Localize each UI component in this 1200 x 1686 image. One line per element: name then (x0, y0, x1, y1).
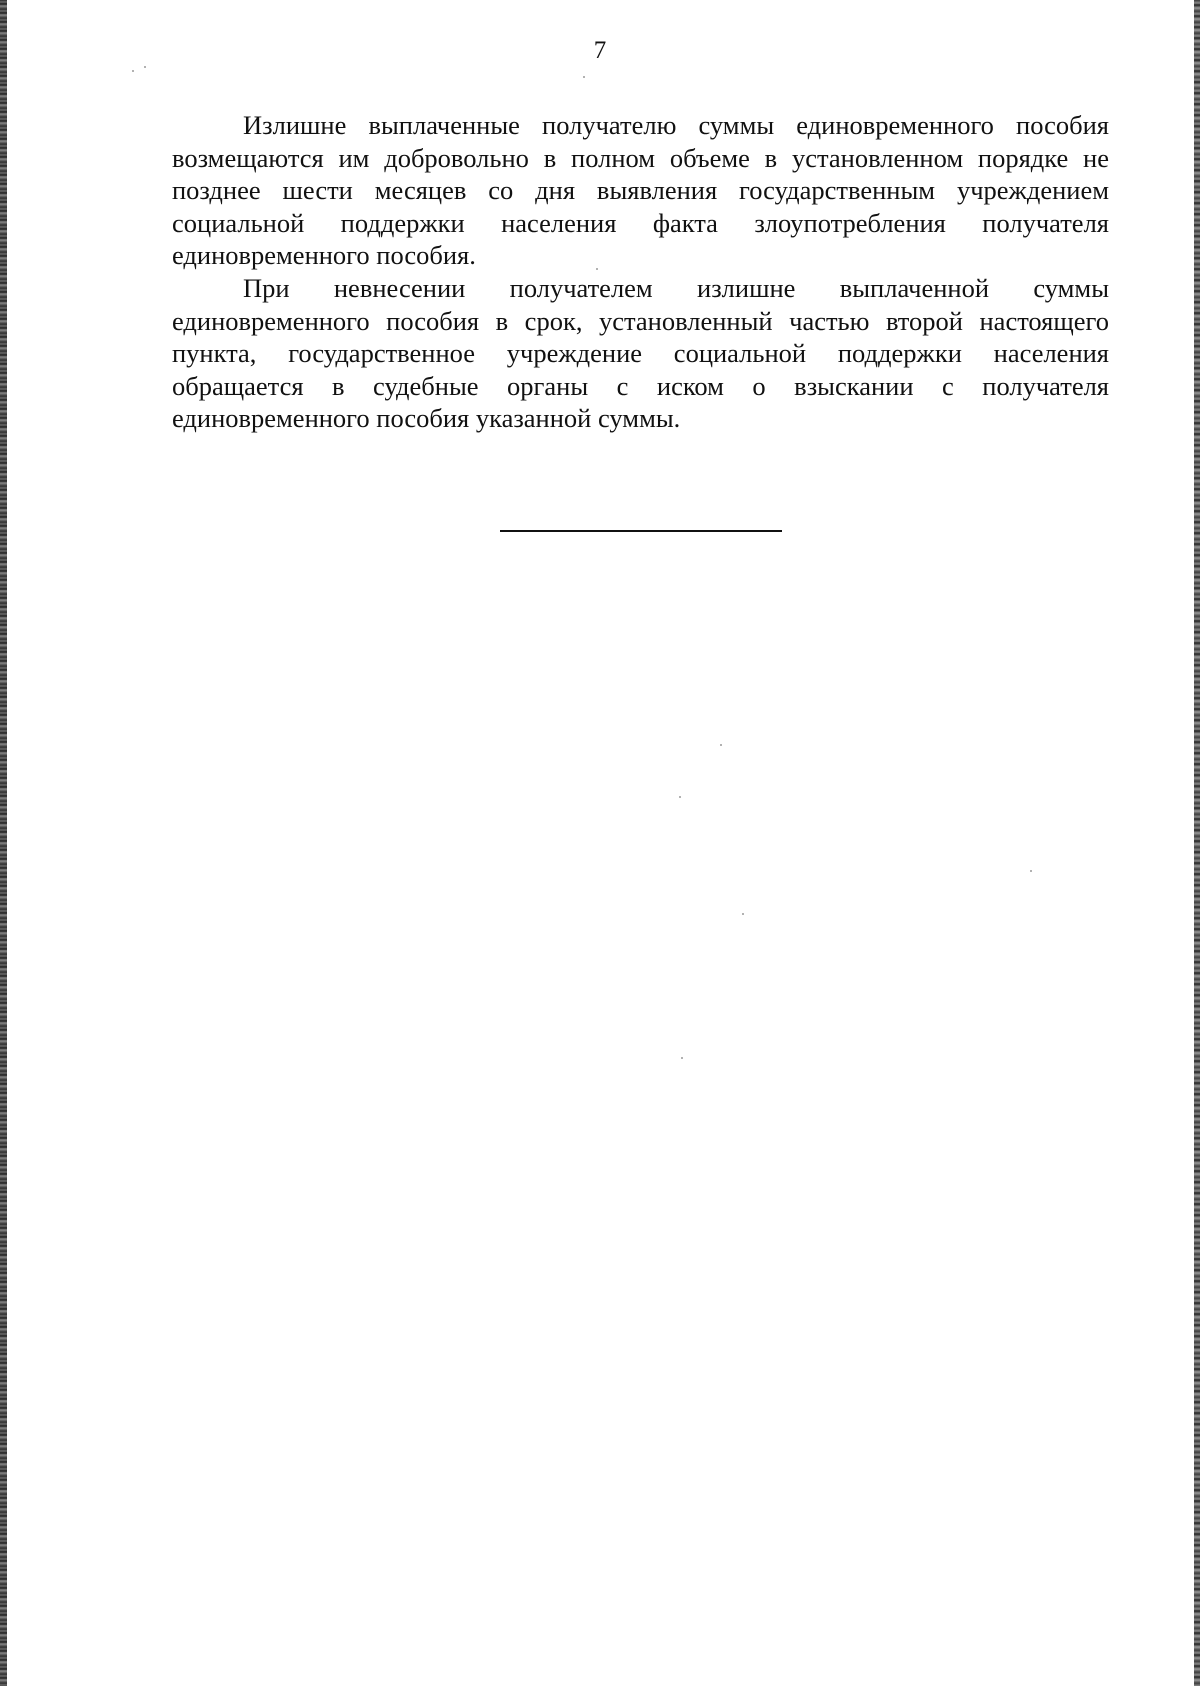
scan-speck (596, 268, 598, 270)
paragraph-refund-obligation: Излишне выплаченные получателю суммы единовременного пособия возмещаются им добровольно в полном объеме в установленном порядке не позднее шести месяцев со дня выявления государственным учреждением социальной поддержки населения факта злоупотребления получателя единовременного пособия. (172, 110, 1109, 271)
scan-speck (132, 70, 134, 72)
scan-speck (742, 913, 744, 915)
scan-edge-right (1194, 0, 1200, 1686)
scan-speck (681, 1057, 683, 1059)
paragraph-court-recovery: При невнесении получателем излишне выплаченной суммы единовременного пособия в срок, установленный частью второй настоящего пункта, государственное учреждение социальной поддержки населения обращается в судебные органы с иском о взыскании с получателя единовременного пособия указанной суммы. (172, 272, 1109, 434)
document-body (172, 109, 1109, 435)
page-number: 7 (593, 37, 607, 64)
scan-speck (1030, 870, 1032, 872)
scan-edge-left (0, 0, 7, 1686)
closing-divider (500, 530, 782, 532)
scan-speck (720, 744, 722, 746)
scan-speck (679, 796, 681, 798)
scan-speck (144, 66, 146, 68)
scan-speck (583, 76, 585, 78)
